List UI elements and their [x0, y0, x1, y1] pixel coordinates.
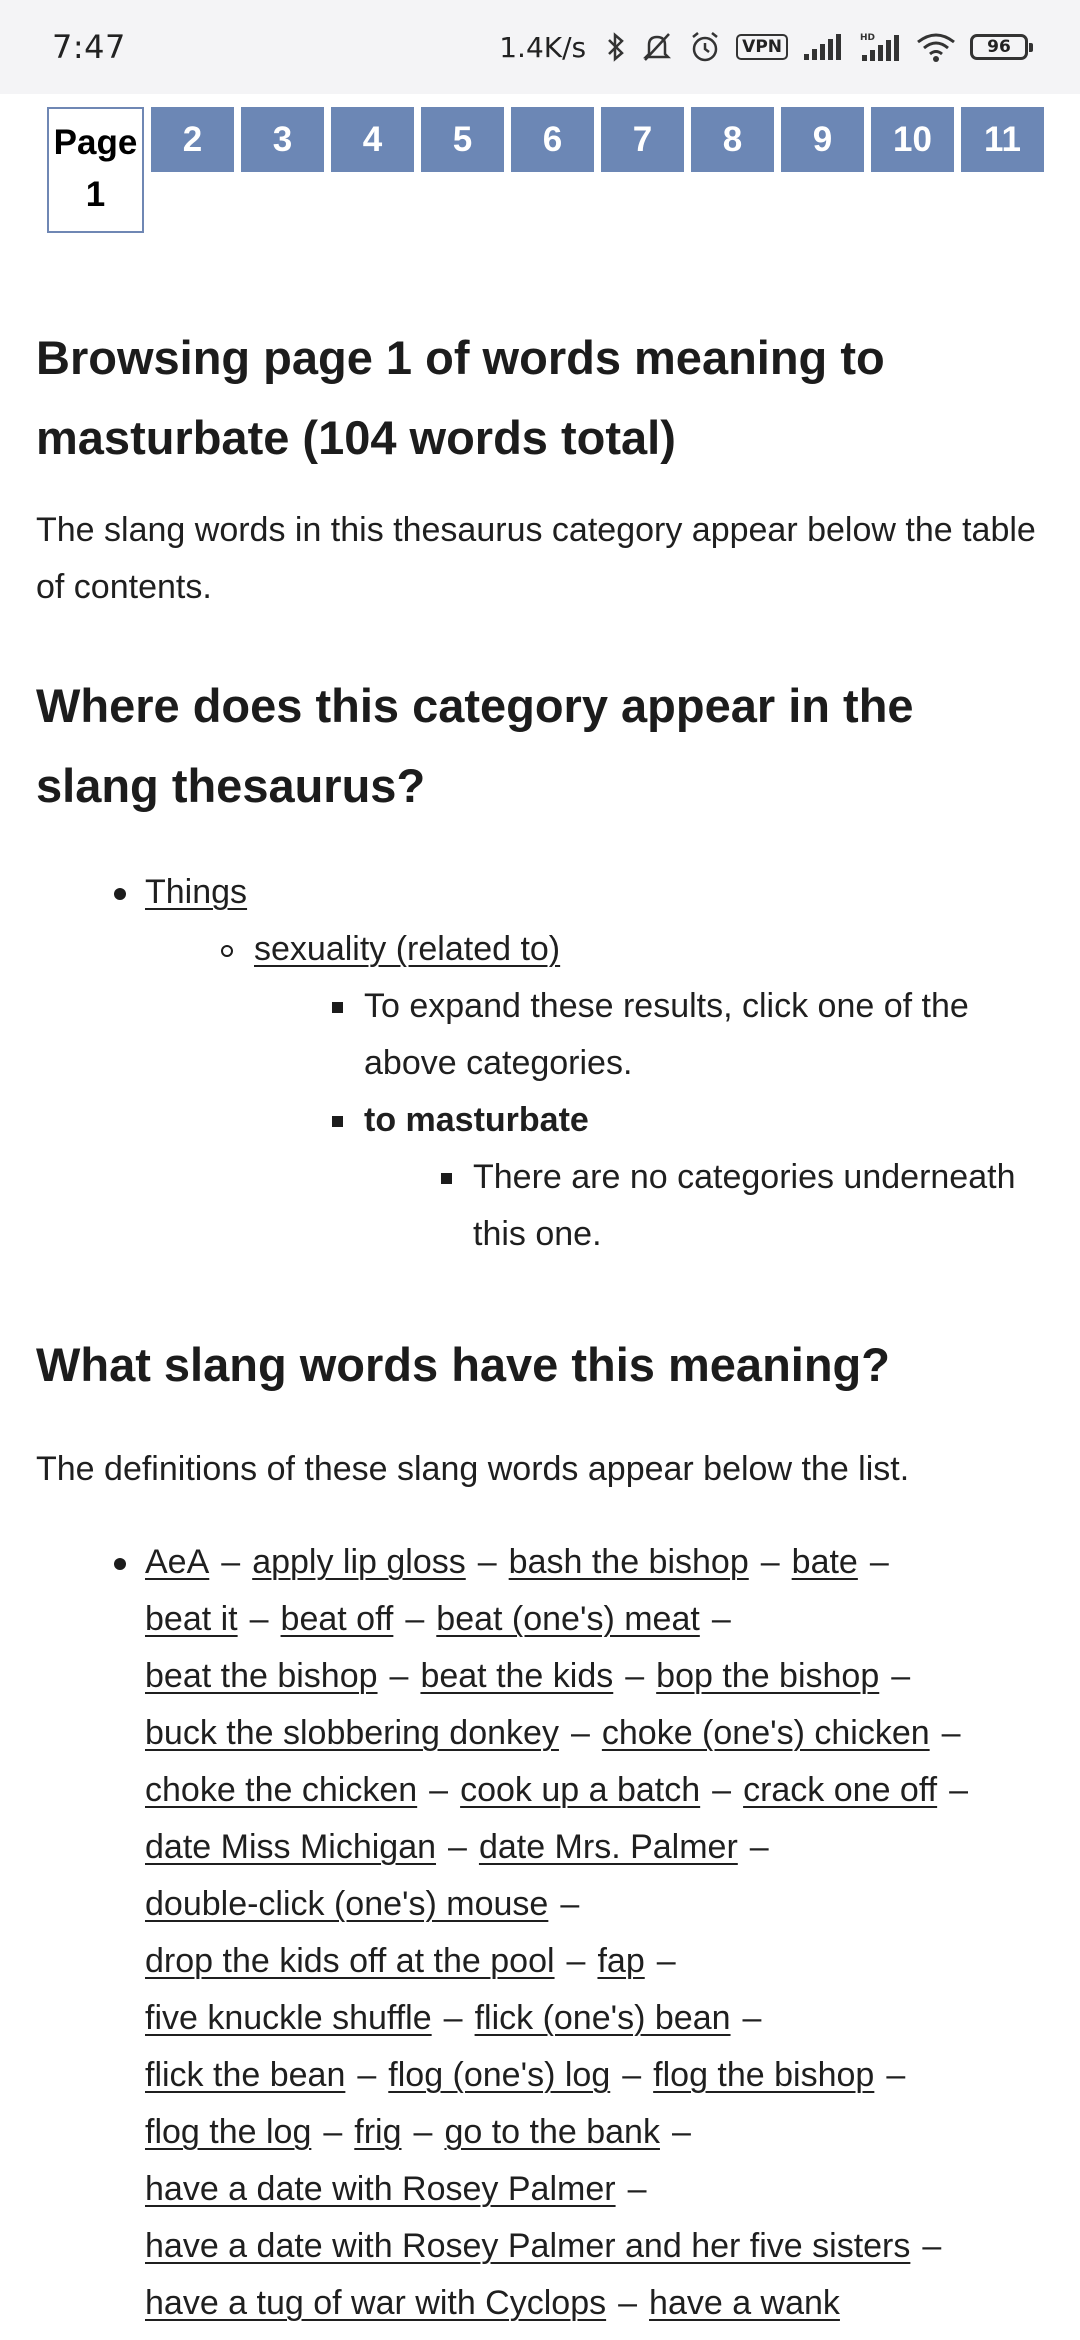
page-link-3[interactable]: 3 [241, 107, 324, 172]
page-link-9[interactable]: 9 [781, 107, 864, 172]
status-icons [499, 30, 1028, 64]
word-separator: – [413, 2113, 433, 2151]
word-separator: – [357, 2056, 377, 2094]
word-line [145, 2275, 1036, 2332]
word-separator: – [749, 1828, 769, 1866]
word-separator: – [477, 1543, 497, 1581]
slang-word-link[interactable]: beat the bishop [145, 1657, 378, 1695]
word-line [145, 2047, 1036, 2104]
word-separator: – [443, 1999, 463, 2037]
slang-word-link[interactable]: bate [791, 1543, 858, 1581]
expand-note: To expand these results, click one of the above categories. [364, 987, 969, 1082]
page-link-6[interactable]: 6 [511, 107, 594, 172]
word-separator: – [566, 1942, 586, 1980]
word-line [145, 1933, 1036, 1990]
word-line [145, 2161, 1036, 2218]
word-line [145, 1591, 1036, 1648]
page-link-8[interactable]: 8 [691, 107, 774, 172]
word-separator: – [448, 1828, 467, 1866]
slang-word-link[interactable]: flog the log [145, 2113, 312, 2151]
word-separator: – [625, 1657, 645, 1695]
category-tree [36, 864, 1046, 1263]
slang-word-link[interactable]: bash the bishop [508, 1543, 749, 1581]
word-separator: – [869, 1543, 889, 1581]
slang-word-link[interactable]: five knuckle shuffle [145, 1999, 432, 2037]
word-separator: – [429, 1771, 449, 1809]
intro-text: The slang words in this thesaurus category appear below the table of contents. [36, 511, 1036, 606]
heading-what: What slang words have this meaning? [36, 1338, 890, 1391]
slang-word-link[interactable]: flick the bean [145, 2056, 346, 2094]
slang-word-link[interactable]: date Miss Michigan [145, 1828, 437, 1866]
word-line [145, 1819, 1036, 1876]
battery-icon: 96 [970, 34, 1028, 60]
link-things[interactable]: Things [145, 873, 248, 911]
word-separator: – [949, 1771, 969, 1809]
word-separator: – [627, 2170, 647, 2208]
word-separator: – [671, 2113, 691, 2151]
slang-word-link[interactable]: go to the bank [444, 2113, 660, 2151]
slang-word-link[interactable]: flog (one's) log [388, 2056, 611, 2094]
word-line [145, 2218, 1036, 2275]
slang-word-link[interactable]: have a date with Rosey Palmer and her five sisters [145, 2227, 911, 2265]
page-link-2[interactable]: 2 [151, 107, 234, 172]
tree-item-current [36, 1092, 1046, 1149]
slang-word-link[interactable]: beat (one's) meat [436, 1600, 700, 1638]
page-link-10[interactable]: 10 [871, 107, 954, 172]
link-sexuality[interactable]: sexuality (related to) [254, 930, 561, 968]
status-bar [0, 0, 1080, 94]
slang-word-link[interactable]: frig [354, 2113, 402, 2151]
definitions-note: The definitions of these slang words appear below the list. [36, 1450, 910, 1488]
word-separator: – [405, 1600, 425, 1638]
none-note: There are no categories underneath this one. [473, 1158, 1016, 1253]
slang-word-link[interactable]: AeA [145, 1543, 210, 1581]
word-line [145, 1762, 1036, 1819]
word-line [145, 1990, 1036, 2047]
page-link-5[interactable]: 5 [421, 107, 504, 172]
word-separator: – [891, 1657, 911, 1695]
current-category: to masturbate [364, 1101, 589, 1139]
network-speed: 1.4K/s [499, 30, 587, 64]
page-link-11[interactable]: 11 [961, 107, 1044, 172]
slang-word-link[interactable]: double-click (one's) mouse [145, 1885, 549, 1923]
page-current [47, 107, 144, 233]
wifi-icon [916, 32, 956, 62]
page-current-number: 1 [85, 175, 106, 214]
slang-word-link[interactable]: have a wank [649, 2284, 840, 2322]
hd-signal-icon [858, 31, 902, 63]
slang-word-link[interactable]: flick (one's) bean [474, 1999, 731, 2037]
word-separator: – [742, 1999, 762, 2037]
slang-word-link[interactable]: have a date with Rosey Palmer [145, 2170, 616, 2208]
signal-icon [802, 32, 844, 62]
bluetooth-icon [606, 31, 626, 63]
pagination [47, 107, 1044, 233]
word-separator: – [941, 1714, 961, 1752]
word-separator: – [622, 2056, 642, 2094]
word-line [145, 1705, 1036, 1762]
slang-word-link[interactable]: beat off [280, 1600, 394, 1638]
page-link-7[interactable]: 7 [601, 107, 684, 172]
slang-word-link[interactable]: beat the kids [420, 1657, 614, 1695]
page-current-label: Page [53, 123, 138, 162]
page-link-4[interactable]: 4 [331, 107, 414, 172]
slang-word-link[interactable]: fap [597, 1942, 645, 1980]
word-separator: – [922, 2227, 942, 2265]
slang-word-link[interactable]: date Mrs. Palmer [478, 1828, 738, 1866]
slang-word-link[interactable]: apply lip gloss [252, 1543, 466, 1581]
alarm-icon [688, 30, 722, 64]
word-separator: – [760, 1543, 780, 1581]
vpn-badge: VPN [736, 34, 788, 60]
slang-word-link[interactable]: buck the slobbering donkey [145, 1714, 559, 1752]
word-separator: – [712, 1771, 732, 1809]
word-separator: – [389, 1657, 409, 1695]
slang-word-link[interactable]: beat it [145, 1600, 238, 1638]
tree-item-expand-note [36, 978, 1046, 1092]
status-time: 7:47 [52, 28, 126, 66]
svg-text:HD: HD [860, 33, 876, 43]
tree-item-sexuality [36, 921, 1046, 978]
heading-where: Where does this category appear in the slang thesaurus? [36, 679, 914, 812]
word-separator: – [249, 1600, 269, 1638]
word-separator: – [323, 2113, 343, 2151]
word-line [145, 1534, 1036, 1591]
word-separator: – [221, 1543, 241, 1581]
slang-word-link[interactable]: flog the bishop [653, 2056, 875, 2094]
slang-word-link[interactable]: drop the kids off at the pool [145, 1942, 555, 1980]
word-separator: – [570, 1714, 590, 1752]
slang-word-link[interactable]: bop the bishop [656, 1657, 880, 1695]
slang-word-link[interactable]: have a tug of war with Cyclops [145, 2284, 607, 2322]
slang-word-link[interactable]: choke the chicken [145, 1771, 418, 1809]
slang-word-link[interactable]: crack one off [743, 1771, 938, 1809]
main-content [36, 318, 1046, 2332]
slang-word-link[interactable]: cook up a batch [460, 1771, 701, 1809]
page-title: Browsing page 1 of words meaning to masturbate (104 words total) [36, 331, 885, 464]
word-line [145, 1648, 1036, 1705]
mute-bell-icon [640, 30, 674, 64]
word-line [145, 1876, 1036, 1933]
tree-item-things [36, 864, 1046, 921]
tree-item-none-note [36, 1149, 1046, 1263]
slang-word-link[interactable]: choke (one's) chicken [601, 1714, 930, 1752]
word-list [36, 1534, 1046, 2332]
word-separator: – [711, 1600, 731, 1638]
word-separator: – [656, 1942, 676, 1980]
word-separator: – [618, 2284, 638, 2322]
word-separator: – [560, 1885, 580, 1923]
word-line [145, 2104, 1036, 2161]
word-separator: – [886, 2056, 906, 2094]
